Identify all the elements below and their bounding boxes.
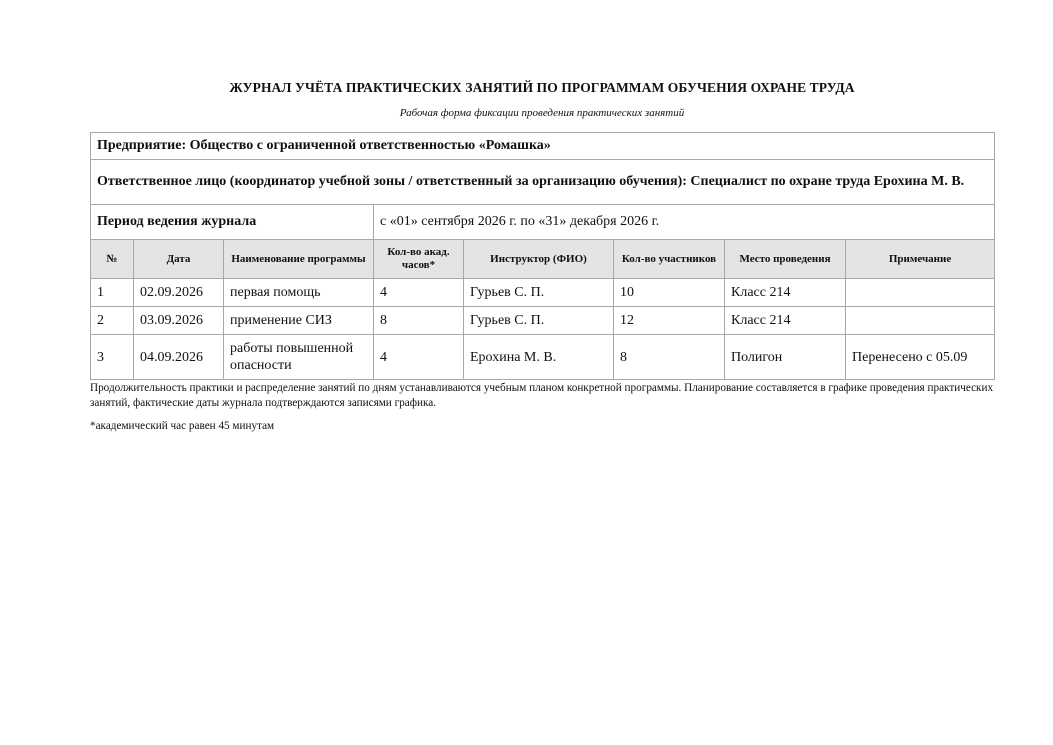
cell-num: 2 bbox=[91, 307, 134, 335]
cell-note bbox=[846, 279, 995, 307]
table-header-row bbox=[91, 240, 995, 279]
header-date: Дата bbox=[134, 240, 224, 279]
header-program: Наименование программы bbox=[224, 240, 374, 279]
cell-program: работы повышенной опасности bbox=[224, 335, 374, 380]
cell-date: 02.09.2026 bbox=[134, 279, 224, 307]
cell-instructor: Гурьев С. П. bbox=[464, 279, 614, 307]
cell-hours: 8 bbox=[374, 307, 464, 335]
cell-date: 03.09.2026 bbox=[134, 307, 224, 335]
cell-hours: 4 bbox=[374, 279, 464, 307]
document-subtitle: Рабочая форма фиксации проведения практических занятий bbox=[399, 107, 685, 119]
responsible-cell: Ответственное лицо (координатор учебной зоны / ответственный за организацию обучения): Специалист по охране труда Ерохина М. В. bbox=[91, 160, 995, 205]
cell-num: 3 bbox=[91, 335, 134, 380]
cell-participants: 10 bbox=[614, 279, 725, 307]
hours-footnote: *академический час равен 45 минутам bbox=[90, 420, 275, 432]
journal-table bbox=[90, 132, 995, 380]
cell-place: Класс 214 bbox=[725, 279, 846, 307]
cell-place: Класс 214 bbox=[725, 307, 846, 335]
document-title: ЖУРНАЛ УЧЁТА ПРАКТИЧЕСКИХ ЗАНЯТИЙ ПО ПРОГРАММАМ ОБУЧЕНИЯ ОХРАНЕ ТРУДА bbox=[229, 80, 855, 95]
cell-note: Перенесено с 05.09 bbox=[846, 335, 995, 380]
period-value: с «01» сентября 2026 г. по «31» декабря 2026 г. bbox=[374, 205, 995, 240]
cell-program: применение СИЗ bbox=[224, 307, 374, 335]
cell-instructor: Гурьев С. П. bbox=[464, 307, 614, 335]
enterprise-cell: Предприятие: Общество с ограниченной ответственностью «Ромашка» bbox=[91, 133, 995, 160]
cell-participants: 12 bbox=[614, 307, 725, 335]
table-row bbox=[91, 307, 995, 335]
table-row bbox=[91, 279, 995, 307]
table-row bbox=[91, 335, 995, 380]
cell-hours: 4 bbox=[374, 335, 464, 380]
explanatory-note: Продолжительность практики и распределение занятий по дням устанавливаются учебным планом конкретной программы. Планирование составляется в графике проведения практических занятий, фактические даты журнала подтверждаются записями графика. bbox=[90, 382, 994, 409]
period-label: Период ведения журнала bbox=[91, 205, 374, 240]
cell-instructor: Ерохина М. В. bbox=[464, 335, 614, 380]
cell-program: первая помощь bbox=[224, 279, 374, 307]
header-participants: Кол-во участников bbox=[614, 240, 725, 279]
cell-num: 1 bbox=[91, 279, 134, 307]
header-num: № bbox=[91, 240, 134, 279]
cell-date: 04.09.2026 bbox=[134, 335, 224, 380]
header-instructor: Инструктор (ФИО) bbox=[464, 240, 614, 279]
header-note: Примечание bbox=[846, 240, 995, 279]
header-hours: Кол-во акад. часов* bbox=[374, 240, 464, 279]
header-place: Место проведения bbox=[725, 240, 846, 279]
cell-participants: 8 bbox=[614, 335, 725, 380]
cell-note bbox=[846, 307, 995, 335]
cell-place: Полигон bbox=[725, 335, 846, 380]
